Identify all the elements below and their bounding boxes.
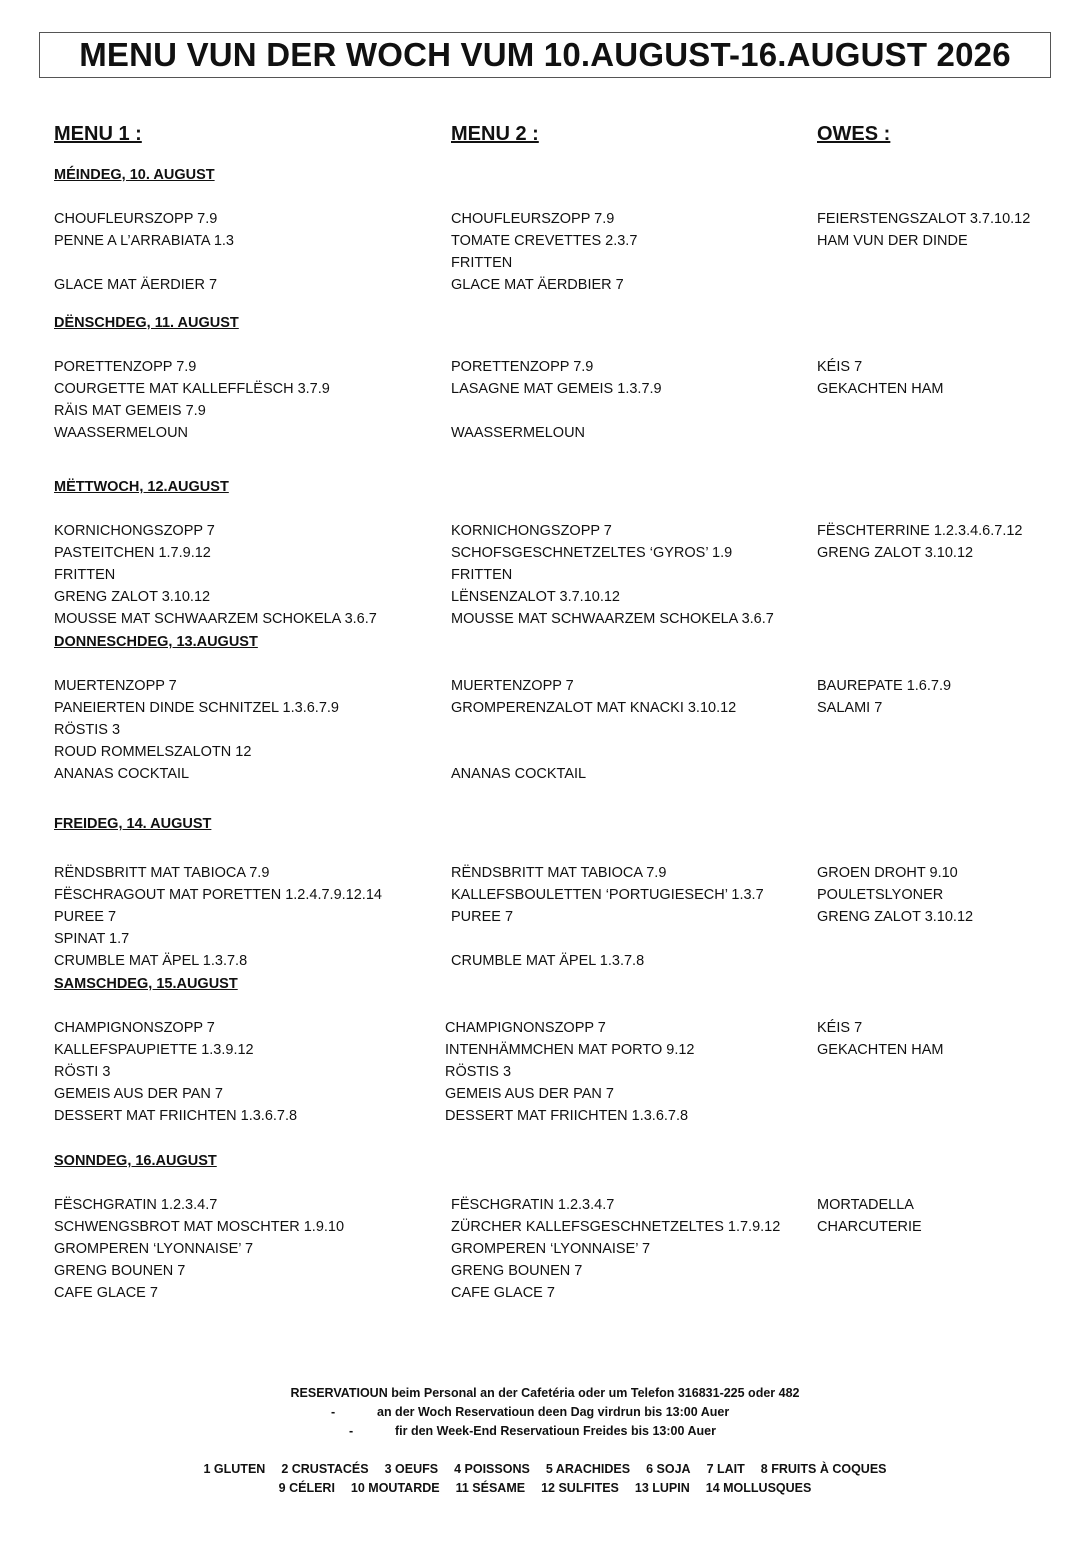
menu1-item: ANANAS COCKTAIL (54, 766, 190, 782)
day-heading: SAMSCHDEG, 15.AUGUST (54, 976, 238, 992)
allergen-entry: 1 GLUTEN (203, 1462, 266, 1476)
allergen-entry: 2 CRUSTACÉS (281, 1462, 369, 1476)
menu1-item: FRITTEN (54, 567, 116, 583)
menu2-item: ANANAS COCKTAIL (451, 766, 587, 782)
menu1-item: DESSERT MAT FRIICHTEN 1.3.6.7.8 (54, 1108, 298, 1124)
day-heading: MËTTWOCH, 12.AUGUST (54, 479, 229, 495)
menu2-item: WAASSERMELOUN (451, 425, 586, 441)
menu1-item: CHAMPIGNONSZOPP 7 (54, 1020, 215, 1036)
owes-item: MORTADELLA (817, 1197, 914, 1213)
allergen-entry: 6 SOJA (646, 1462, 691, 1476)
day-heading: DËNSCHDEG, 11. AUGUST (54, 315, 239, 331)
owes-item: KÉIS 7 (817, 359, 863, 375)
allergen-entry: 12 SULFITES (541, 1481, 619, 1495)
weekend-reservation-note: fir den Week-End Reservatioun Freides bis 13:00 Auer (395, 1424, 716, 1438)
footer-dash: - (349, 1424, 354, 1438)
owes-item: GROEN DROHT 9.10 (817, 865, 958, 881)
menu1-item: RÖSTI 3 (54, 1064, 111, 1080)
menu1-item: GROMPEREN ‘LYONNAISE’ 7 (54, 1241, 254, 1257)
menu2-item: KALLEFSBOULETTEN ‘PORTUGIESECH’ 1.3.7 (451, 887, 764, 903)
menu2-item: FRITTEN (451, 567, 513, 583)
owes-item: BAUREPATE 1.6.7.9 (817, 678, 952, 694)
owes-item: KÉIS 7 (817, 1020, 863, 1036)
menu2-item: DESSERT MAT FRIICHTEN 1.3.6.7.8 (445, 1108, 689, 1124)
allergen-entry: 7 LAIT (706, 1462, 745, 1476)
day-heading: MÉINDEG, 10. AUGUST (54, 167, 215, 183)
menu1-item: KALLEFSPAUPIETTE 1.3.9.12 (54, 1042, 254, 1058)
column-heading-owes: OWES : (817, 123, 891, 145)
menu2-item: RÖSTIS 3 (445, 1064, 512, 1080)
menu2-item: RËNDSBRITT MAT TABIOCA 7.9 (451, 865, 667, 881)
allergen-entry: 8 FRUITS À COQUES (760, 1462, 887, 1476)
menu2-item: FËSCHGRATIN 1.2.3.4.7 (451, 1197, 615, 1213)
weekday-reservation-note: an der Woch Reservatioun deen Dag virdrun bis 13:00 Auer (377, 1405, 730, 1419)
menu2-item: LËNSENZALOT 3.7.10.12 (451, 589, 620, 605)
owes-item: GRENG ZALOT 3.10.12 (817, 909, 974, 925)
footer-dash: - (331, 1405, 336, 1419)
menu1-item: MUERTENZOPP 7 (54, 678, 177, 694)
menu2-item: CHAMPIGNONSZOPP 7 (445, 1020, 606, 1036)
page-title: MENU VUN DER WOCH VUM 10.AUGUST-16.AUGUST 2026 (79, 36, 1011, 73)
allergen-legend-row-1 (0, 1462, 1090, 1476)
reservation-info: RESERVATIOUN beim Personal an der Cafetéria oder um Telefon 316831-225 oder 482 (290, 1386, 800, 1400)
menu1-item: RÖSTIS 3 (54, 722, 121, 738)
menu2-item: CHOUFLEURSZOPP 7.9 (451, 211, 615, 227)
menu2-item: PUREE 7 (451, 909, 514, 925)
menu2-item: ZÜRCHER KALLEFSGESCHNETZELTES 1.7.9.12 (451, 1219, 781, 1235)
owes-item: CHARCUTERIE (817, 1219, 922, 1235)
menu2-item: LASAGNE MAT GEMEIS 1.3.7.9 (451, 381, 662, 397)
menu2-item: CAFE GLACE 7 (451, 1285, 555, 1301)
menu2-item: TOMATE CREVETTES 2.3.7 (451, 233, 638, 249)
owes-item: GRENG ZALOT 3.10.12 (817, 545, 974, 561)
menu1-item: RÄIS MAT GEMEIS 7.9 (54, 403, 206, 419)
allergen-entry: 14 MOLLUSQUES (705, 1481, 812, 1495)
menu1-item: MOUSSE MAT SCHWAARZEM SCHOKELA 3.6.7 (54, 611, 377, 627)
menu1-item: FËSCHRAGOUT MAT PORETTEN 1.2.4.7.9.12.14 (54, 887, 382, 903)
menu1-item: CAFE GLACE 7 (54, 1285, 158, 1301)
day-heading: FREIDEG, 14. AUGUST (54, 816, 212, 832)
menu2-item: INTENHÄMMCHEN MAT PORTO 9.12 (445, 1042, 695, 1058)
menu1-item: PASTEITCHEN 1.7.9.12 (54, 545, 211, 561)
allergen-entry: 5 ARACHIDES (545, 1462, 631, 1476)
menu1-item: COURGETTE MAT KALLEFFLËSCH 3.7.9 (54, 381, 330, 397)
owes-item: GEKACHTEN HAM (817, 1042, 944, 1058)
menu1-item: CRUMBLE MAT ÄPEL 1.3.7.8 (54, 953, 248, 969)
menu1-item: PUREE 7 (54, 909, 117, 925)
allergen-entry: 9 CÉLERI (278, 1481, 335, 1495)
menu2-item: MOUSSE MAT SCHWAARZEM SCHOKELA 3.6.7 (451, 611, 774, 627)
owes-item: SALAMI 7 (817, 700, 883, 716)
menu1-item: WAASSERMELOUN (54, 425, 189, 441)
day-heading: DONNESCHDEG, 13.AUGUST (54, 634, 258, 650)
allergen-entry: 13 LUPIN (634, 1481, 690, 1495)
owes-item: HAM VUN DER DINDE (817, 233, 968, 249)
day-heading: SONNDEG, 16.AUGUST (54, 1153, 217, 1169)
owes-item: FËSCHTERRINE 1.2.3.4.6.7.12 (817, 523, 1023, 539)
menu2-item: GLACE MAT ÄERDBIER 7 (451, 277, 624, 293)
menu1-item: PENNE A L’ARRABIATA 1.3 (54, 233, 234, 249)
menu1-item: SPINAT 1.7 (54, 931, 130, 947)
menu2-item: GROMPEREN ‘LYONNAISE’ 7 (451, 1241, 651, 1257)
menu1-item: GLACE MAT ÄERDIER 7 (54, 277, 218, 293)
menu1-item: SCHWENGSBROT MAT MOSCHTER 1.9.10 (54, 1219, 345, 1235)
allergen-entry: 3 OEUFS (384, 1462, 439, 1476)
owes-item: GEKACHTEN HAM (817, 381, 944, 397)
menu2-item: GRENG BOUNEN 7 (451, 1263, 583, 1279)
menu2-item: KORNICHONGSZOPP 7 (451, 523, 612, 539)
menu2-item: MUERTENZOPP 7 (451, 678, 574, 694)
menu2-item: CRUMBLE MAT ÄPEL 1.3.7.8 (451, 953, 645, 969)
allergen-legend-row-2 (0, 1481, 1090, 1495)
menu1-item: CHOUFLEURSZOPP 7.9 (54, 211, 218, 227)
owes-item: FEIERSTENGSZALOT 3.7.10.12 (817, 211, 1031, 227)
allergen-entry: 10 MOUTARDE (350, 1481, 440, 1495)
menu1-item: FËSCHGRATIN 1.2.3.4.7 (54, 1197, 218, 1213)
owes-item: POULETSLYONER (817, 887, 944, 903)
menu1-item: ROUD ROMMELSZALOTN 12 (54, 744, 252, 760)
menu2-item: GROMPERENZALOT MAT KNACKI 3.10.12 (451, 700, 737, 716)
menu1-item: GRENG BOUNEN 7 (54, 1263, 186, 1279)
title-box (39, 32, 1051, 78)
menu1-item: PORETTENZOPP 7.9 (54, 359, 197, 375)
menu2-item: SCHOFSGESCHNETZELTES ‘GYROS’ 1.9 (451, 545, 733, 561)
column-heading-menu2: MENU 2 : (451, 123, 539, 145)
menu1-item: RËNDSBRITT MAT TABIOCA 7.9 (54, 865, 270, 881)
column-heading-menu1: MENU 1 : (54, 123, 142, 145)
menu2-item: PORETTENZOPP 7.9 (451, 359, 594, 375)
menu1-item: KORNICHONGSZOPP 7 (54, 523, 215, 539)
allergen-entry: 11 SÉSAME (455, 1481, 526, 1495)
menu2-item: GEMEIS AUS DER PAN 7 (445, 1086, 614, 1102)
menu1-item: GRENG ZALOT 3.10.12 (54, 589, 211, 605)
menu1-item: GEMEIS AUS DER PAN 7 (54, 1086, 223, 1102)
allergen-entry: 4 POISSONS (454, 1462, 530, 1476)
menu2-item: FRITTEN (451, 255, 513, 271)
menu1-item: PANEIERTEN DINDE SCHNITZEL 1.3.6.7.9 (54, 700, 339, 716)
